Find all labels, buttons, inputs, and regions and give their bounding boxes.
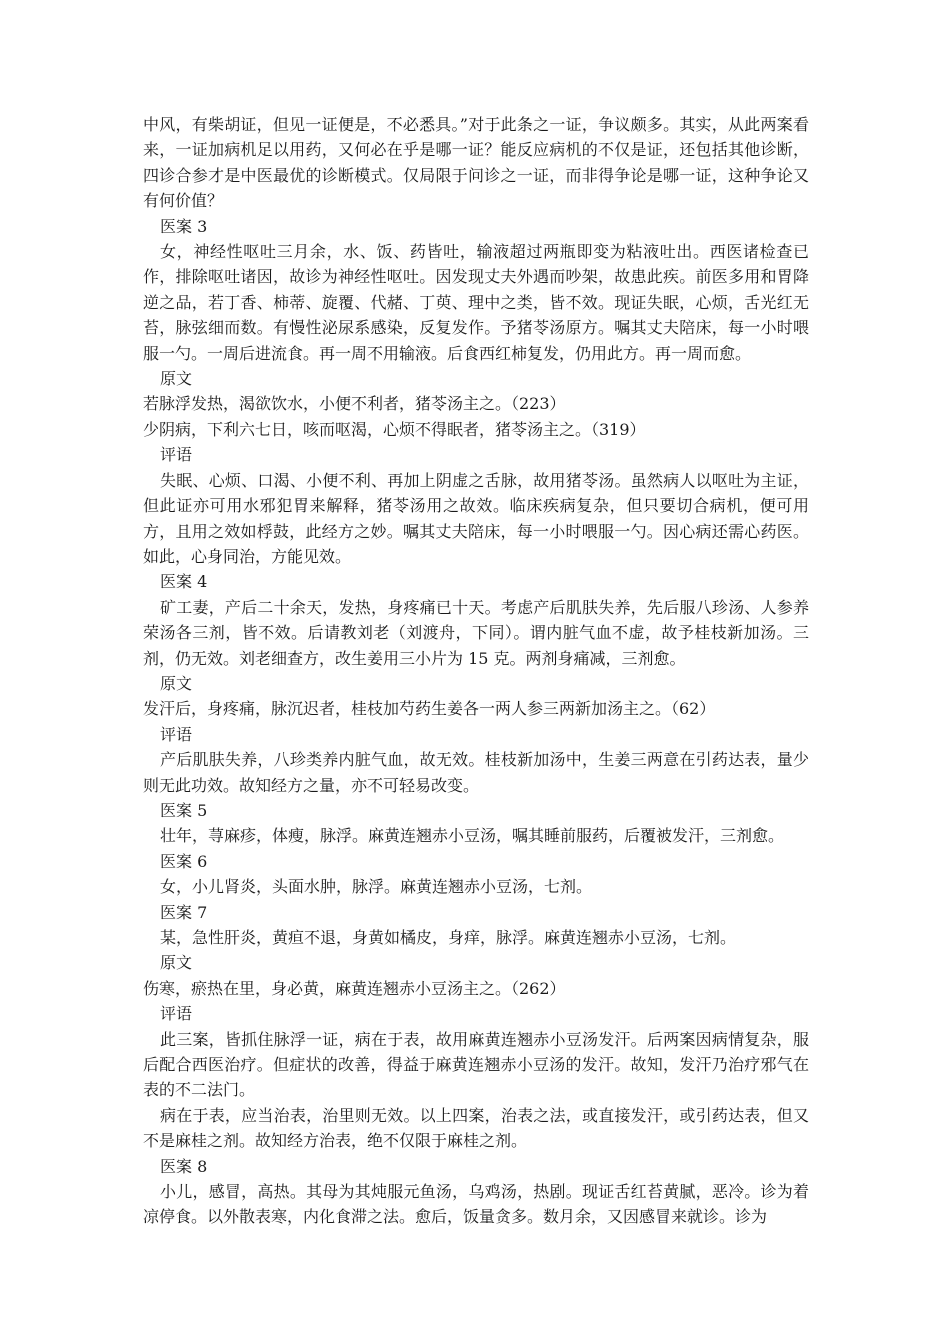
paragraph: 女，神经性呕吐三月余，水、饭、药皆吐，输液超过两瓶即变为粘液吐出。西医诸检查已作，排除呕吐诸因，故诊为神经性呕吐。因发现丈夫外遇而吵架，故患此疾。前医多用和胃降逆之品，若丁香、柿蒂、旋覆、代赭、丁萸、理中之类，皆不效。现证失眠，心烦，舌光红无苔，脉弦细而数。有慢性泌尿系感染，反复发作。予猪苓汤原方。嘱其丈夫陪床，每一小时喂服一勺。一周后进流食。再一周不用输液。后食西红柿复发，仍用此方。再一周而愈。: [143, 242, 809, 363]
section-heading: 评语: [160, 1004, 193, 1024]
case-heading: 医案 5: [160, 800, 208, 820]
paragraph: 中风，有柴胡证，但见一证便是，不必悉具。”对于此条之一证，争议颇多。其实，从此两案看来，一证加病机足以用药，又何必在乎是哪一证？能反应病机的不仅是证，还包括其他诊断，四诊合参才是中医最优的诊断模式。仅局限于问诊之一证，而非得争论是哪一证，这种争论又有何价值？: [143, 115, 809, 211]
paragraph: 壮年，荨麻疹，体瘦，脉浮。麻黄连翘赤小豆汤，嘱其睡前服药，后覆被发汗，三剂愈。: [160, 826, 785, 846]
case-heading: 医案 4: [160, 572, 208, 592]
quote-line: 若脉浮发热，渴欲饮水，小便不利者，猪苓汤主之。（223）: [143, 394, 566, 414]
paragraph: 某，急性肝炎，黄疸不退，身黄如橘皮，身痒，脉浮。麻黄连翘赤小豆汤，七剂。: [160, 928, 737, 947]
case-heading: 医案 6: [160, 851, 208, 871]
paragraph: 女，小儿肾炎，头面水肿，脉浮。麻黄连翘赤小豆汤，七剂。: [160, 877, 593, 897]
paragraph: 矿工妻，产后二十余天，发热，身疼痛已十天。考虑产后肌肤失养，先后服八珍汤、人参养荣汤各三剂，皆不效。后请教刘老（刘渡舟，下同）。谓内脏气血不虚，故予桂枝新加汤。三剂，仍无效。刘老细查方，改生姜用三小片为 15 克。两剂身痛减，三剂愈。: [143, 597, 809, 668]
quote-line: 伤寒，瘀热在里，身必黄，麻黄连翘赤小豆汤主之。（262）: [143, 978, 566, 998]
paragraph: 病在于表，应当治表，治里则无效。以上四案，治表之法，或直接发汗，或引药达表，但又不是麻桂之剂。故知经方治表，绝不仅限于麻桂之剂。: [143, 1105, 809, 1151]
document-page: [143, 112, 809, 1230]
paragraph: 产后肌肤失养，八珍类养内脏气血，故无效。桂枝新加汤中，生姜三两意在引药达表，量少则无此功效。故知经方之量，亦不可轻易改变。: [143, 750, 809, 795]
case-heading: 医案 8: [160, 1156, 208, 1176]
quote-line: 发汗后，身疼痛，脉沉迟者，桂枝加芍药生姜各一两人参三两新加汤主之。（62）: [143, 699, 716, 719]
case-heading: 医案 3: [160, 216, 208, 236]
paragraph: 此三案，皆抓住脉浮一证，病在于表，故用麻黄连翘赤小豆汤发汗。后两案因病情复杂，服后配合西医治疗。但症状的改善，得益于麻黄连翘赤小豆汤的发汗。故知，发汗乃治疗邪气在表的不二法门。: [143, 1029, 809, 1100]
case-heading: 医案 7: [160, 902, 208, 922]
section-heading: 评语: [160, 445, 193, 465]
paragraph: 小儿，感冒，高热。其母为其炖服元鱼汤，乌鸡汤，热剧。现证舌红苔黄腻，恶冷。诊为着凉停食。以外散表寒，内化食滞之法。愈后，饭量贪多。数月余，又因感冒来就诊。诊为: [143, 1182, 809, 1227]
section-heading: 原文: [160, 953, 193, 973]
section-heading: 原文: [160, 369, 193, 389]
quote-line: 少阴病，下利六七日，咳而呕渴，心烦不得眠者，猪苓汤主之。（319）: [143, 419, 646, 439]
section-heading: 原文: [160, 673, 193, 693]
section-heading: 评语: [160, 724, 193, 744]
paragraph: 失眠、心烦、口渴、小便不利、再加上阴虚之舌脉，故用猪苓汤。虽然病人以呕吐为主证，但此证亦可用水邪犯胃来解释，猪苓汤用之故效。临床疾病复杂，但只要切合病机，便可用方，且用之效如桴鼓，此经方之妙。嘱其丈夫陪床，每一小时喂服一勺。因心病还需心药医。如此，心身同治，方能见效。: [143, 470, 809, 566]
